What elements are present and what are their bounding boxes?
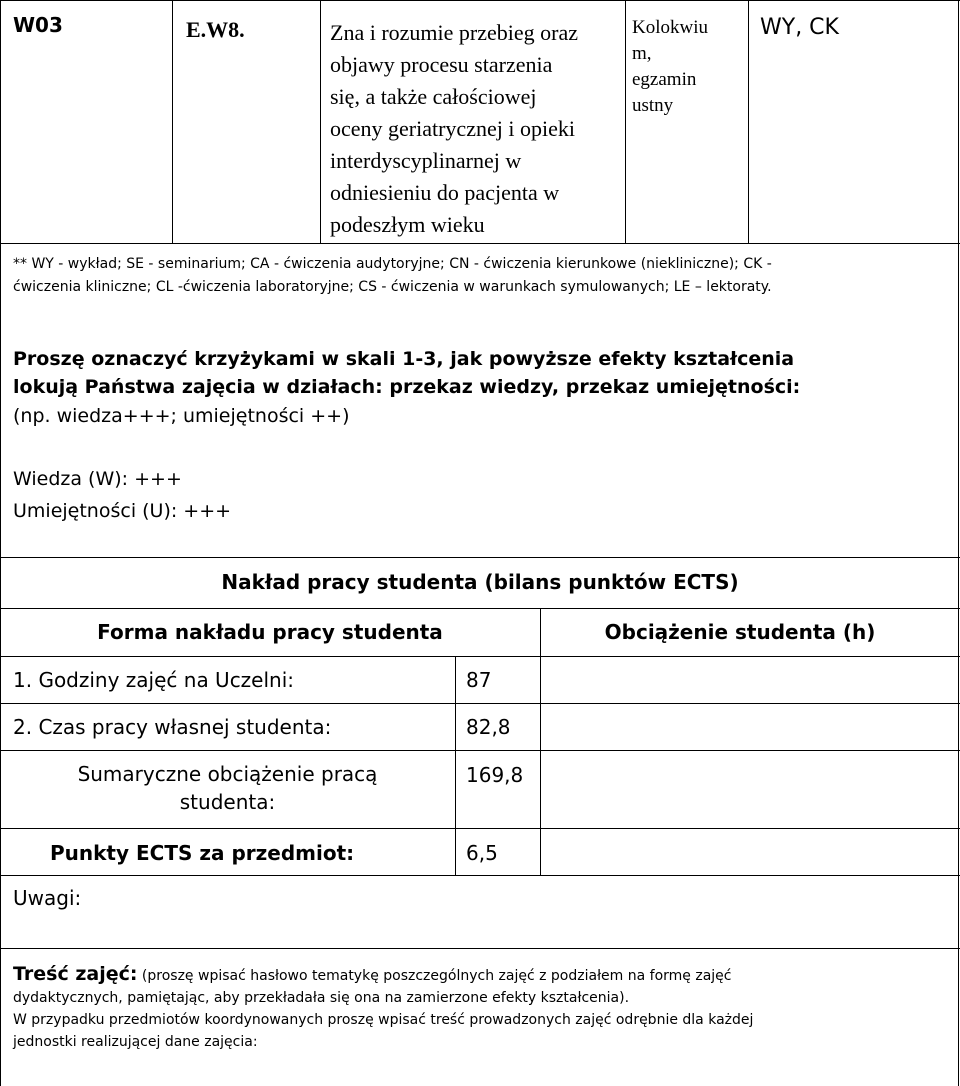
course-content xyxy=(13,963,753,1053)
workload-row-label: 1. Godziny zajęć na Uczelni: xyxy=(13,668,295,692)
description-line: odniesieniu do pacjenta w xyxy=(330,180,560,205)
content-text: W przypadku przedmiotów koordynowanych proszę wpisać treść prowadzonych zajęć odrębnie dla każdej xyxy=(13,1012,754,1028)
col-divider xyxy=(172,0,173,243)
description-line: podeszłym wieku xyxy=(330,212,485,237)
col-divider xyxy=(748,0,749,243)
content-first-line xyxy=(13,963,753,987)
legend-line: ćwiczenia kliniczne; CL -ćwiczenia laboratoryjne; CS - ćwiczenia w warunkach symulowanych; LE – lektoraty. xyxy=(13,279,772,295)
description-line: objawy procesu starzenia xyxy=(330,52,553,77)
row-divider xyxy=(0,948,960,949)
total-workload-value: 169,8 xyxy=(466,763,524,787)
workload-row-label: 2. Czas pracy własnej studenta: xyxy=(13,715,332,739)
rating-values xyxy=(13,463,231,527)
description-line: się, a także całościowej xyxy=(330,84,537,109)
row-divider xyxy=(0,828,960,829)
workload-form-header: Forma nakładu pracy studenta xyxy=(97,620,443,644)
instruction-example: (np. wiedza+++; umiejętności ++) xyxy=(13,405,350,427)
table-border-left xyxy=(0,0,1,1086)
teaching-forms: WY, CK xyxy=(760,15,839,40)
verification-line: m, xyxy=(632,43,652,64)
skills-rating: Umiejętności (U): +++ xyxy=(13,500,232,522)
row-divider xyxy=(0,875,960,876)
code-cell: W03 xyxy=(13,13,63,37)
workload-row-value: 82,8 xyxy=(466,715,511,739)
description-line: interdyscyplinarnej w xyxy=(330,148,522,173)
legend-line: ** WY - wykład; SE - seminarium; CA - ćwiczenia audytoryjne; CN - ćwiczenia kierunkowe (niekliniczne); CK - xyxy=(13,256,772,272)
col-divider xyxy=(320,0,321,243)
notes-label: Uwagi: xyxy=(13,886,82,910)
knowledge-rating: Wiedza (W): +++ xyxy=(13,468,182,490)
verification-line: egzamin xyxy=(632,69,697,90)
verification-line: ustny xyxy=(632,95,674,116)
total-line: studenta: xyxy=(179,790,276,814)
effect-description xyxy=(330,17,622,241)
content-text: jednostki realizującej dane zajęcia: xyxy=(13,1034,258,1050)
description-line: oceny geriatrycznej i opieki xyxy=(330,116,575,141)
content-text: dydaktycznych, pamiętając, aby przekładała się ona na zamierzone efekty kształcenia). xyxy=(13,990,630,1006)
workload-title: Nakład pracy studenta (bilans punktów ECTS) xyxy=(221,570,739,594)
content-heading: Treść zajęć: xyxy=(13,963,138,985)
row-divider xyxy=(0,656,960,657)
workload-load-header: Obciążenie studenta (h) xyxy=(604,620,876,644)
verification-method xyxy=(632,15,708,119)
instruction-line: lokują Państwa zajęcia w działach: przekaz wiedzy, przekaz umiejętności: xyxy=(13,376,801,398)
ects-value: 6,5 xyxy=(466,841,498,865)
effect-cell: E.W8. xyxy=(186,17,245,42)
forms-legend xyxy=(13,253,772,299)
table-border-right xyxy=(958,0,959,1086)
description-line: Zna i rozumie przebieg oraz xyxy=(330,20,578,45)
row-divider xyxy=(0,608,960,609)
workload-row-value: 87 xyxy=(466,668,492,692)
instruction-line: Proszę oznaczyć krzyżykami w skali 1-3, jak powyższe efekty kształcenia xyxy=(13,348,795,370)
total-workload-label xyxy=(0,760,455,816)
col-divider xyxy=(540,608,541,875)
col-divider xyxy=(455,656,456,875)
verification-line: Kolokwiu xyxy=(632,17,708,38)
total-line: Sumaryczne obciążenie pracą xyxy=(77,762,378,786)
content-text: (proszę wpisać hasłowo tematykę poszczególnych zajęć z podziałem na formę zajęć xyxy=(141,968,732,984)
row-divider xyxy=(0,243,960,244)
row-divider xyxy=(0,750,960,751)
ects-label: Punkty ECTS za przedmiot: xyxy=(50,841,355,865)
instruction-text xyxy=(13,345,800,401)
col-divider xyxy=(625,0,626,243)
table-border-top xyxy=(0,0,960,1)
row-divider xyxy=(0,703,960,704)
row-divider xyxy=(0,557,960,558)
